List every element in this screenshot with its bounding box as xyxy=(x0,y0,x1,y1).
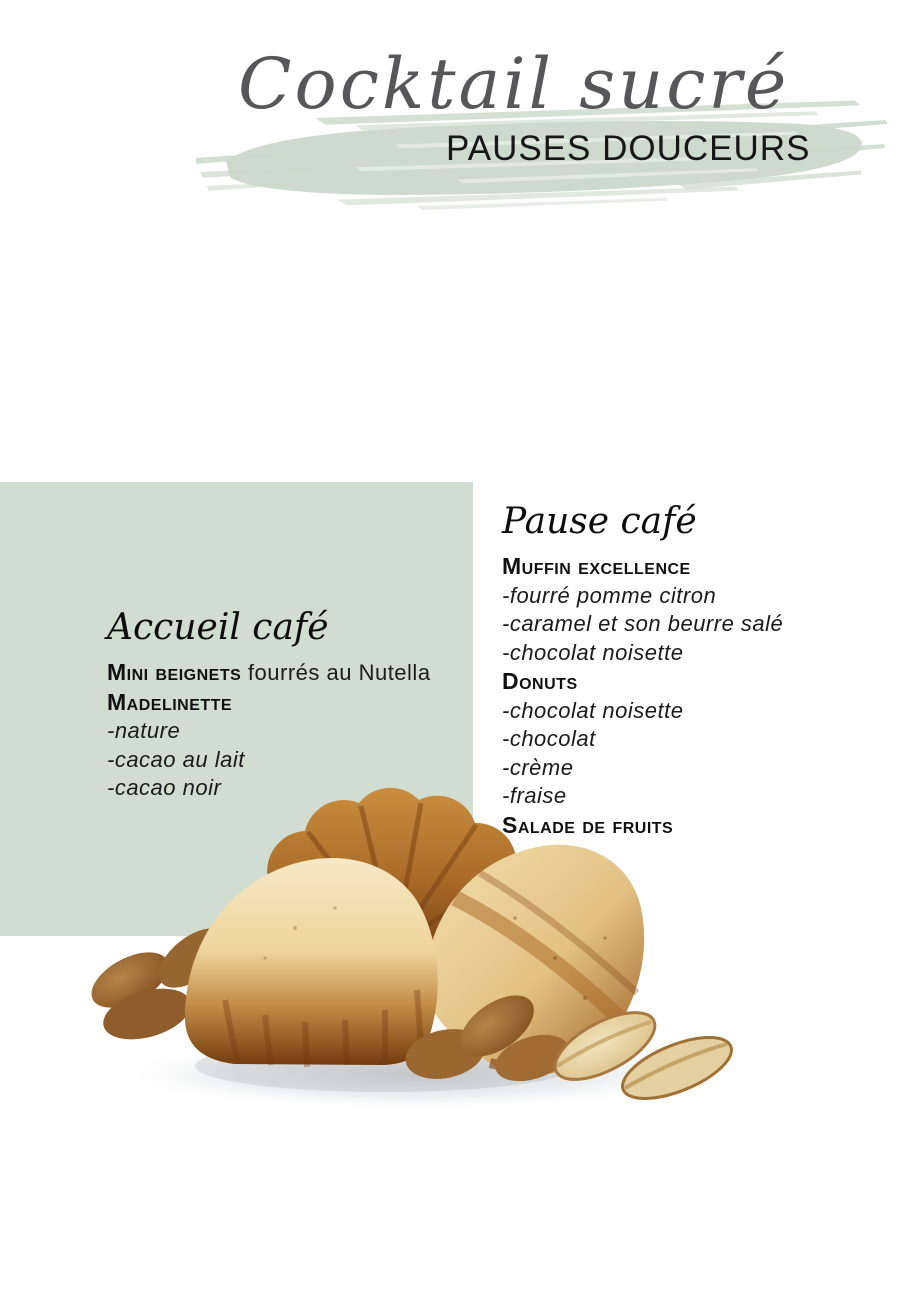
menu-line xyxy=(502,582,902,611)
madeleine-front xyxy=(185,858,438,1067)
section-heading-accueil: Accueil café xyxy=(107,607,329,648)
page-subtitle: PAUSES DOUCEURS xyxy=(446,129,811,168)
menu-item-variant: -chocolat noisette xyxy=(502,639,684,665)
menu-lines-accueil xyxy=(107,658,467,803)
menu-line xyxy=(502,552,902,582)
menu-line xyxy=(502,697,902,726)
menu-line xyxy=(502,725,902,754)
menu-item-variant: -chocolat noisette xyxy=(502,697,684,723)
section-pause-cafe xyxy=(502,500,902,840)
section-accueil-cafe xyxy=(107,606,467,803)
menu-item-name: Muffin excellence xyxy=(502,553,691,579)
menu-item-variant: -cacao noir xyxy=(107,775,222,800)
menu-item-variant: -nature xyxy=(107,718,181,743)
menu-line xyxy=(502,754,902,783)
menu-item-name: Donuts xyxy=(502,668,578,694)
menu-line xyxy=(107,774,467,803)
menu-line xyxy=(107,717,467,746)
menu-line xyxy=(502,782,902,811)
menu-item-variant: -chocolat xyxy=(502,726,596,751)
menu-line xyxy=(502,610,902,639)
menu-item-variant: -crème xyxy=(502,754,574,780)
menu-lines-pause xyxy=(502,552,902,840)
menu-item-variant: -fraise xyxy=(502,783,567,808)
menu-item-name: Mini beignets xyxy=(107,659,242,685)
menu-line xyxy=(502,667,902,697)
menu-line xyxy=(107,746,467,775)
menu-line xyxy=(502,811,902,841)
menu-line xyxy=(107,688,467,718)
menu-item-variant: -cacao au lait xyxy=(107,746,245,772)
menu-item-variant: -caramel et son beurre salé xyxy=(502,611,784,636)
menu-item-variant: -fourré pomme citron xyxy=(502,582,717,608)
menu-item-name: Madelinette xyxy=(107,688,233,715)
menu-item-name: Salade de fruits xyxy=(502,811,674,838)
page-title: Cocktail sucré xyxy=(238,43,790,125)
menu-item-detail: fourrés au Nutella xyxy=(241,660,431,685)
section-heading-pause: Pause café xyxy=(502,501,697,542)
menu-line xyxy=(107,658,467,688)
menu-line xyxy=(502,639,902,668)
